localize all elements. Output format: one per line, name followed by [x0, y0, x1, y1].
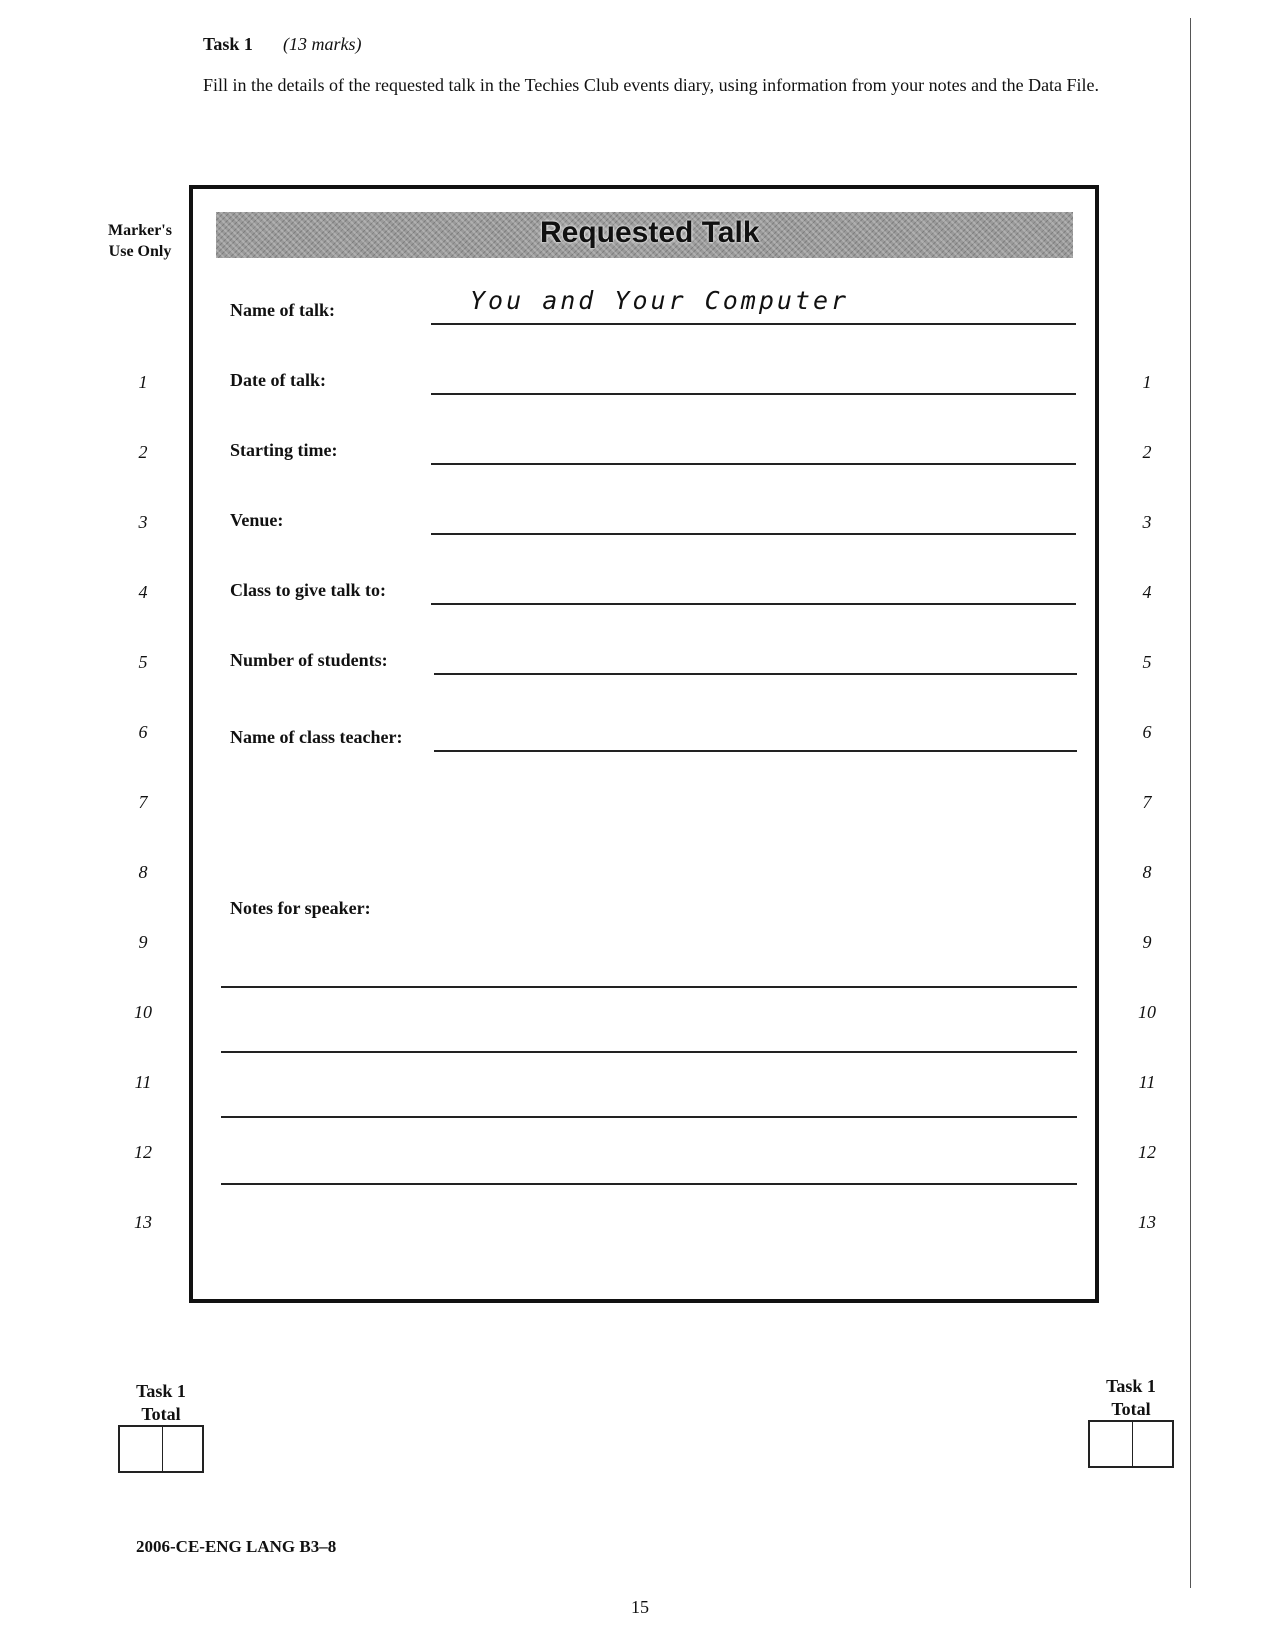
marker-number-left: 2 — [138, 442, 148, 462]
class-teacher-label: Name of class teacher: — [230, 727, 403, 747]
marker-number-right: 5 — [1142, 652, 1152, 672]
marker-number-right: 13 — [1138, 1212, 1156, 1232]
margin-rule — [1190, 18, 1191, 1588]
marker-number-left: 3 — [138, 512, 148, 532]
marker-number-left: 7 — [138, 792, 148, 812]
task-total-left-line2: Total — [141, 1404, 181, 1424]
paper-code: 2006-CE-ENG LANG B3–8 — [136, 1537, 337, 1556]
name-of-talk-value[interactable]: You and Your Computer — [470, 286, 850, 315]
task-total-left-line1: Task 1 — [136, 1381, 186, 1401]
venue-label: Venue: — [230, 510, 284, 530]
venue-line — [431, 533, 1076, 535]
marker-number-right: 4 — [1142, 582, 1152, 602]
notes-line-1[interactable] — [221, 986, 1077, 988]
total-box-divider — [1132, 1422, 1133, 1466]
class-to-give-talk-line — [431, 603, 1076, 605]
task-title: Task 1 — [203, 34, 253, 54]
name-of-talk-line — [431, 323, 1076, 325]
task-total-right-line1: Task 1 — [1106, 1376, 1156, 1396]
starting-time-label: Starting time: — [230, 440, 338, 460]
date-of-talk-label: Date of talk: — [230, 370, 326, 390]
marker-number-left: 8 — [138, 862, 148, 882]
marker-use-line1: Marker's — [108, 222, 172, 239]
notes-line-3[interactable] — [221, 1116, 1077, 1118]
starting-time-line — [431, 463, 1076, 465]
task-total-box-left[interactable] — [118, 1425, 204, 1473]
marker-number-left: 11 — [134, 1072, 152, 1092]
marker-number-left: 13 — [134, 1212, 152, 1232]
marker-number-left: 5 — [138, 652, 148, 672]
page-number: 15 — [631, 1597, 649, 1617]
name-of-talk-label: Name of talk: — [230, 300, 335, 320]
marker-number-right: 12 — [1138, 1142, 1156, 1162]
task-total-right-line2: Total — [1111, 1399, 1151, 1419]
task-total-label-right — [1086, 1375, 1176, 1421]
date-of-talk-line — [431, 393, 1076, 395]
task-instructions: Fill in the details of the requested talk in the Techies Club events diary, using information from your notes and the Data File. — [203, 75, 1100, 95]
task-marks: (13 marks) — [283, 34, 362, 54]
marker-number-right: 9 — [1142, 932, 1152, 952]
number-of-students-line — [434, 673, 1077, 675]
marker-number-right: 8 — [1142, 862, 1152, 882]
form-banner-title: Requested Talk — [540, 216, 760, 249]
marker-use-only-heading — [100, 220, 180, 262]
marker-use-line2: Use Only — [108, 243, 172, 260]
marker-number-right: 7 — [1142, 792, 1152, 812]
marker-number-left: 12 — [134, 1142, 152, 1162]
marker-number-right: 2 — [1142, 442, 1152, 462]
marker-number-right: 3 — [1142, 512, 1152, 532]
task-total-label-left — [116, 1380, 206, 1426]
marker-number-right: 1 — [1142, 372, 1152, 392]
marker-number-right: 11 — [1138, 1072, 1156, 1092]
notes-line-2[interactable] — [221, 1051, 1077, 1053]
marker-number-left: 10 — [134, 1002, 152, 1022]
total-box-divider — [162, 1427, 163, 1471]
marker-number-right: 10 — [1138, 1002, 1156, 1022]
task-total-box-right[interactable] — [1088, 1420, 1174, 1468]
number-of-students-label: Number of students: — [230, 650, 388, 670]
class-to-give-talk-label: Class to give talk to: — [230, 580, 386, 600]
marker-number-left: 6 — [138, 722, 148, 742]
marker-number-right: 6 — [1142, 722, 1152, 742]
marker-number-left: 9 — [138, 932, 148, 952]
notes-line-4[interactable] — [221, 1183, 1077, 1185]
notes-for-speaker-label: Notes for speaker: — [230, 898, 371, 918]
marker-number-left: 4 — [138, 582, 148, 602]
marker-number-left: 1 — [138, 372, 148, 392]
class-teacher-line — [434, 750, 1077, 752]
